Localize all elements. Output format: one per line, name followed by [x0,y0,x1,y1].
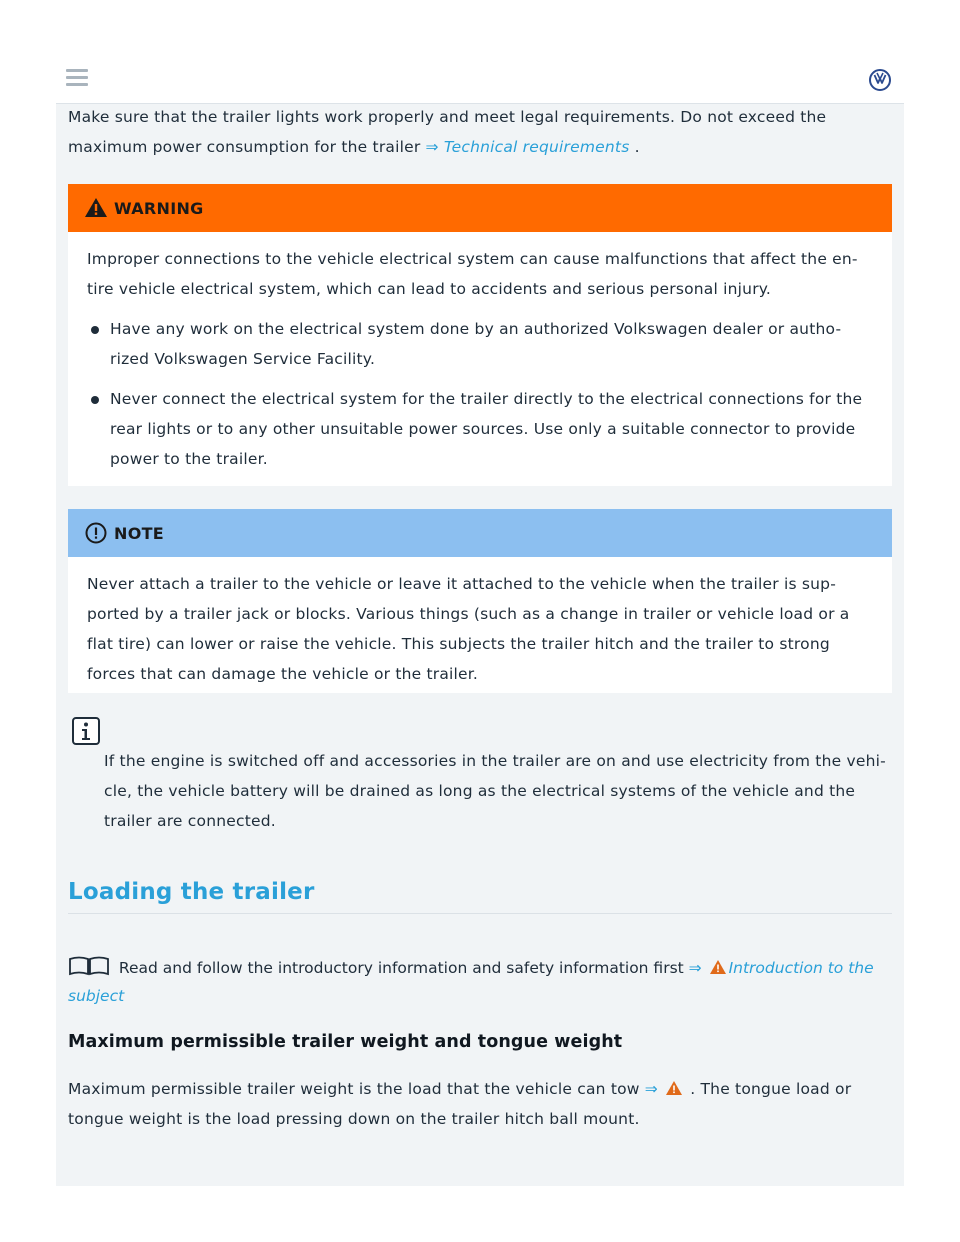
list-item: Have any work on the electrical system done by an authorized Volkswagen dealer or autho-rized Volkswagen Service Facility. [87,314,872,374]
weight-text-end: . The tongue load or tongue weight is the load pressing down on the trailer hitch ball mount. [68,1080,852,1128]
list-item: Never connect the electrical system for the trailer directly to the electrical connections for the rear lights or to any other unsuitable power sources. Use only a suitable connector to provide power to the trailer. [87,384,872,474]
note-title: NOTE [114,523,165,543]
warning-triangle-icon [665,1080,683,1096]
introduction-link-arrow: ⇒ [688,959,707,977]
warning-list [87,314,872,474]
note-header [68,509,892,557]
read-first-line [68,954,888,1010]
read-first-text: Read and follow the introductory information and safety information first [114,959,689,977]
book-icon [68,956,110,976]
exclamation-circle-icon [84,521,108,545]
warning-triangle-icon [709,959,727,975]
note-box [68,509,892,693]
content-page [56,104,904,1186]
weight-paragraph [68,1074,878,1134]
info-icon [71,716,101,746]
section-title: Loading the trailer [68,879,892,914]
info-text: If the engine is switched off and accessories in the trailer are on and use electricity from the vehi-cle, the vehicle battery will be drained as long as the electrical systems of the vehicle and the trailer are connected. [104,752,886,830]
intro-text: Make sure that the trailer lights work properly and meet legal requirements. Do not exceed the maximum power consumption for the trailer [68,108,827,156]
warning-title: WARNING [114,198,204,218]
warning-text: Improper connections to the vehicle electrical system can cause malfunctions that affect the en-tire vehicle electrical system, which can lead to accidents and serious personal injury. [87,250,858,298]
volkswagen-logo-icon[interactable] [868,68,892,92]
note-text: Never attach a trailer to the vehicle or leave it attached to the vehicle when the trailer is sup-ported by a trailer jack or blocks. Various things (such as a change in trailer or vehicle load or a flat tire) can lower or raise the vehicle. This subjects the trailer hitch and the trailer to strong forces that can damage the vehicle or the trailer. [87,575,850,683]
warning-box [68,184,892,486]
warning-triangle-icon [84,196,108,220]
warning-header [68,184,892,232]
warning-link[interactable] [645,1080,685,1098]
intro-paragraph [68,102,868,162]
subheading: Maximum permissible trailer weight and tongue weight [68,1032,623,1052]
hamburger-menu-icon[interactable] [66,69,88,87]
intro-text-end: . [629,138,640,156]
technical-requirements-link[interactable]: ⇒ Technical requirements [425,138,630,156]
introduction-link-text: Introduction to the subject [68,959,874,1005]
top-bar [56,56,904,104]
weight-text: Maximum permissible trailer weight is the load that the vehicle can tow [68,1080,645,1098]
warning-link-arrow: ⇒ [644,1080,664,1098]
